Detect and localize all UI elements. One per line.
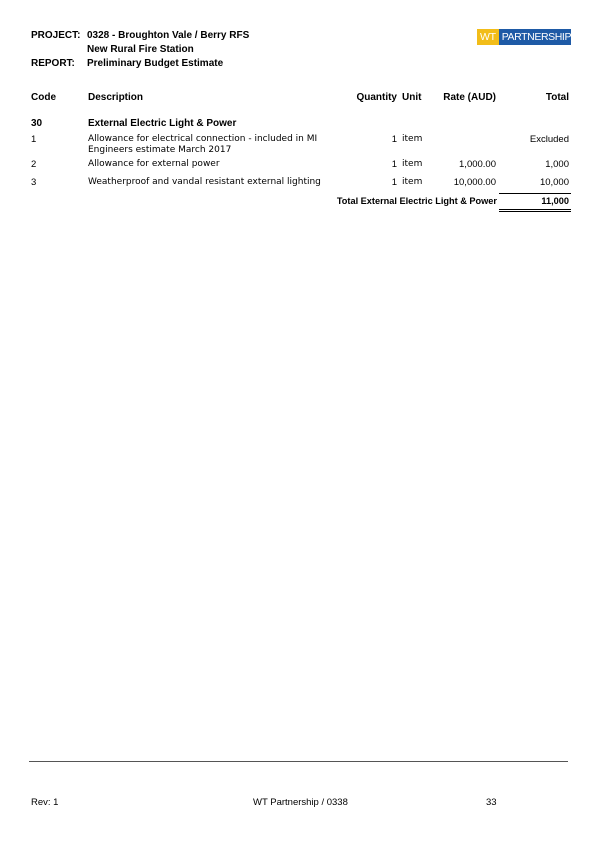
logo-partnership: PARTNERSHIP xyxy=(499,29,571,45)
project-name: 0328 - Broughton Vale / Berry RFS xyxy=(87,30,250,41)
item-description: Weatherproof and vandal resistant external lighting xyxy=(88,177,321,187)
subtotal-value: 11,000 xyxy=(541,196,569,206)
col-description: Description xyxy=(88,92,144,103)
item-code: 3 xyxy=(31,177,37,188)
col-unit: Unit xyxy=(402,92,422,103)
page-number: 33 xyxy=(486,797,497,808)
col-code: Code xyxy=(31,92,56,103)
col-total: Total xyxy=(545,92,569,103)
item-quantity: 1 xyxy=(391,134,397,145)
item-quantity: 1 xyxy=(391,159,397,170)
item-unit: item xyxy=(402,177,423,187)
item-rate: 10,000.00 xyxy=(453,177,496,188)
report-name: Preliminary Budget Estimate xyxy=(87,58,224,69)
item-description: Allowance for electrical connection - included in MI Engineers estimate March 2017 xyxy=(88,134,318,155)
subtotal-rule-double xyxy=(499,211,571,212)
item-quantity: 1 xyxy=(391,177,397,188)
footer-company: WT Partnership / 0338 xyxy=(253,797,348,808)
wt-partnership-logo xyxy=(477,29,570,45)
logo-wt: WT xyxy=(477,29,499,45)
item-code: 2 xyxy=(31,159,37,170)
subtotal-rule-bottom xyxy=(499,209,571,210)
project-subtitle-row xyxy=(31,43,249,57)
item-description: Allowance for external power xyxy=(88,159,220,169)
item-code: 1 xyxy=(31,134,37,145)
project-label: PROJECT: xyxy=(31,30,81,41)
item-total: Excluded xyxy=(529,134,569,145)
footer-divider xyxy=(29,761,568,762)
col-rate: Rate (AUD) xyxy=(443,92,496,103)
footer-revision: Rev: 1 xyxy=(31,797,59,808)
project-subtitle: New Rural Fire Station xyxy=(87,44,194,55)
item-total: 1,000 xyxy=(545,159,569,170)
subtotal-label: Total External Electric Light & Power xyxy=(336,196,497,206)
item-unit: item xyxy=(402,134,423,144)
section-code: 30 xyxy=(31,118,43,129)
item-unit: item xyxy=(402,159,423,169)
item-total: 10,000 xyxy=(539,177,569,188)
report-row xyxy=(31,57,249,71)
report-header xyxy=(31,29,249,71)
subtotal-rule-top xyxy=(499,193,571,194)
section-title: External Electric Light & Power xyxy=(88,118,237,129)
project-row xyxy=(31,29,249,43)
col-quantity: Quantity xyxy=(356,92,397,103)
report-label: REPORT: xyxy=(31,58,75,69)
item-rate: 1,000.00 xyxy=(459,159,496,170)
